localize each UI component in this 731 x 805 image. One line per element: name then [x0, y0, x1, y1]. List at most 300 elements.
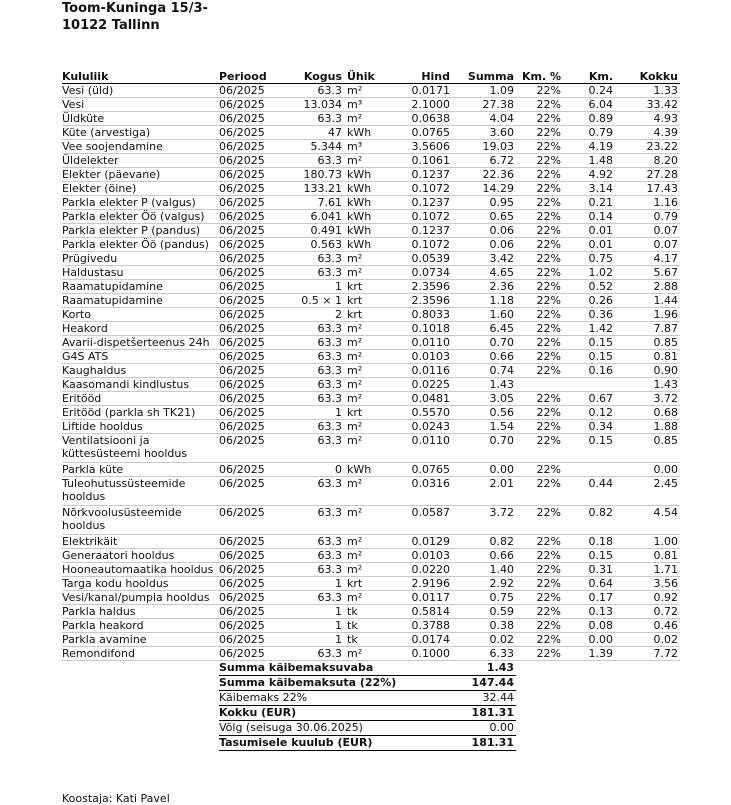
- item-vat-pct: 22%: [516, 406, 563, 420]
- item-price: 0.0225: [380, 378, 452, 392]
- item-vat: 6.04: [563, 98, 615, 112]
- item-vat-pct: [516, 378, 563, 392]
- item-qty: 63.3: [281, 364, 344, 378]
- item-vat-pct: 22%: [516, 535, 563, 549]
- item-vat-pct: 22%: [516, 322, 563, 336]
- item-total: 1.43: [615, 378, 680, 392]
- summary-spacer: [62, 721, 219, 736]
- item-vat-pct: 22%: [516, 633, 563, 647]
- item-vat: 1.02: [563, 266, 615, 280]
- item-vat-pct: 22%: [516, 420, 563, 434]
- summary-spacer: [62, 691, 219, 706]
- table-row: [62, 619, 680, 633]
- item-vat-pct: 22%: [516, 140, 563, 154]
- item-qty: 1: [281, 605, 344, 619]
- table-row: [62, 549, 680, 563]
- item-vat: 1.39: [563, 647, 615, 661]
- item-sum: 4.65: [452, 266, 516, 280]
- item-qty: 63.3: [281, 563, 344, 577]
- item-unit: krt: [344, 406, 380, 420]
- item-sum: 0.00: [452, 463, 516, 477]
- item-vat: 0.75: [563, 252, 615, 266]
- item-total: 0.00: [615, 463, 680, 477]
- item-vat-pct: 22%: [516, 210, 563, 224]
- item-vat: 0.21: [563, 196, 615, 210]
- table-row: [62, 477, 680, 506]
- item-period: 06/2025: [219, 252, 281, 266]
- summary-value: 1.43: [452, 661, 516, 676]
- table-row: [62, 154, 680, 168]
- item-qty: 5.344: [281, 140, 344, 154]
- item-vat: [563, 378, 615, 392]
- item-qty: 63.3: [281, 252, 344, 266]
- item-vat: 0.08: [563, 619, 615, 633]
- item-total: 1.96: [615, 308, 680, 322]
- item-name: Liftide hooldus: [62, 420, 219, 434]
- item-vat-pct: 22%: [516, 350, 563, 364]
- item-qty: 1: [281, 577, 344, 591]
- item-name: Elekter (öine): [62, 182, 219, 196]
- item-vat: 0.01: [563, 224, 615, 238]
- table-row: [62, 506, 680, 535]
- summary-row: [62, 661, 680, 676]
- item-unit: kWh: [344, 126, 380, 140]
- item-period: 06/2025: [219, 406, 281, 420]
- summary-spacer: [62, 736, 219, 751]
- item-period: 06/2025: [219, 210, 281, 224]
- item-period: 06/2025: [219, 563, 281, 577]
- table-header-row: [62, 69, 680, 84]
- item-vat: 4.92: [563, 168, 615, 182]
- item-name: Haldustasu: [62, 266, 219, 280]
- item-unit: m²: [344, 154, 380, 168]
- address-block: [62, 0, 208, 34]
- item-vat: 0.15: [563, 434, 615, 463]
- item-total: 8.20: [615, 154, 680, 168]
- col-header-kokku: Kokku: [615, 69, 680, 84]
- item-vat-pct: 22%: [516, 577, 563, 591]
- summary-tail: [516, 661, 680, 676]
- item-sum: 1.40: [452, 563, 516, 577]
- item-price: 2.1000: [380, 98, 452, 112]
- item-price: 0.0481: [380, 392, 452, 406]
- item-period: 06/2025: [219, 280, 281, 294]
- item-total: 7.72: [615, 647, 680, 661]
- item-vat-pct: 22%: [516, 647, 563, 661]
- item-vat: 0.13: [563, 605, 615, 619]
- item-vat: 0.44: [563, 477, 615, 506]
- item-vat: 1.48: [563, 154, 615, 168]
- item-total: 0.81: [615, 350, 680, 364]
- item-sum: 1.54: [452, 420, 516, 434]
- item-sum: 0.74: [452, 364, 516, 378]
- item-sum: 3.60: [452, 126, 516, 140]
- item-total: 1.33: [615, 84, 680, 98]
- item-sum: 3.42: [452, 252, 516, 266]
- item-vat: [563, 463, 615, 477]
- item-name: Vesi: [62, 98, 219, 112]
- item-total: 2.88: [615, 280, 680, 294]
- item-qty: 63.3: [281, 535, 344, 549]
- item-sum: 2.36: [452, 280, 516, 294]
- item-vat-pct: 22%: [516, 238, 563, 252]
- item-sum: 0.06: [452, 224, 516, 238]
- summary-spacer: [62, 661, 219, 676]
- item-vat: 0.67: [563, 392, 615, 406]
- summary-spacer: [62, 706, 219, 721]
- table-row: [62, 647, 680, 661]
- item-unit: krt: [344, 577, 380, 591]
- item-unit: m²: [344, 84, 380, 98]
- item-total: 27.28: [615, 168, 680, 182]
- item-sum: 0.70: [452, 434, 516, 463]
- item-period: 06/2025: [219, 182, 281, 196]
- item-name: Ventilatsiooni ja küttesüsteemi hooldus: [62, 434, 219, 463]
- item-qty: 2: [281, 308, 344, 322]
- table-row: [62, 168, 680, 182]
- item-total: 1.88: [615, 420, 680, 434]
- item-sum: 0.56: [452, 406, 516, 420]
- item-sum: 0.65: [452, 210, 516, 224]
- item-sum: 2.92: [452, 577, 516, 591]
- item-vat-pct: 22%: [516, 463, 563, 477]
- table-row: [62, 280, 680, 294]
- item-price: 0.5814: [380, 605, 452, 619]
- item-price: 0.8033: [380, 308, 452, 322]
- table-row: [62, 266, 680, 280]
- item-sum: 4.04: [452, 112, 516, 126]
- summary-row: [62, 676, 680, 691]
- item-price: 0.1237: [380, 224, 452, 238]
- item-qty: 47: [281, 126, 344, 140]
- item-qty: 0: [281, 463, 344, 477]
- item-total: 1.71: [615, 563, 680, 577]
- item-total: 0.72: [615, 605, 680, 619]
- item-name: Prügivedu: [62, 252, 219, 266]
- item-unit: m²: [344, 591, 380, 605]
- item-total: 7.87: [615, 322, 680, 336]
- item-price: 0.1072: [380, 182, 452, 196]
- item-vat-pct: 22%: [516, 84, 563, 98]
- item-price: 0.0129: [380, 535, 452, 549]
- col-header-uhik: Ühik: [344, 69, 380, 84]
- item-vat: 0.52: [563, 280, 615, 294]
- table-row: [62, 406, 680, 420]
- item-vat-pct: 22%: [516, 434, 563, 463]
- item-sum: 22.36: [452, 168, 516, 182]
- summary-spacer: [62, 676, 219, 691]
- item-name: Tuleohutussüsteemide hooldus: [62, 477, 219, 506]
- address-line-2: 10122 Tallinn: [62, 18, 160, 33]
- item-unit: kWh: [344, 210, 380, 224]
- item-period: 06/2025: [219, 294, 281, 308]
- item-qty: 6.041: [281, 210, 344, 224]
- item-price: 0.0587: [380, 506, 452, 535]
- item-total: 5.67: [615, 266, 680, 280]
- item-period: 06/2025: [219, 84, 281, 98]
- item-vat-pct: 22%: [516, 549, 563, 563]
- table-row: [62, 112, 680, 126]
- item-period: 06/2025: [219, 647, 281, 661]
- item-period: 06/2025: [219, 238, 281, 252]
- item-total: 4.39: [615, 126, 680, 140]
- summary-label: Summa käibemaksuvaba: [219, 661, 452, 676]
- item-qty: 63.3: [281, 378, 344, 392]
- item-total: 0.07: [615, 224, 680, 238]
- item-total: 0.85: [615, 434, 680, 463]
- item-name: Parkla haldus: [62, 605, 219, 619]
- table-row: [62, 210, 680, 224]
- item-unit: krt: [344, 308, 380, 322]
- item-name: Hooneautomaatika hooldus: [62, 563, 219, 577]
- item-price: 0.0116: [380, 364, 452, 378]
- item-price: 0.0171: [380, 84, 452, 98]
- summary-label: Kokku (EUR): [219, 706, 452, 721]
- item-price: 0.0220: [380, 563, 452, 577]
- summary-row: [62, 736, 680, 751]
- item-qty: 13.034: [281, 98, 344, 112]
- item-vat: 0.26: [563, 294, 615, 308]
- col-header-kululiik: Kululiik: [62, 69, 219, 84]
- item-period: 06/2025: [219, 126, 281, 140]
- item-name: Parkla elekter P (valgus): [62, 196, 219, 210]
- item-vat: 0.31: [563, 563, 615, 577]
- item-name: G4S ATS: [62, 350, 219, 364]
- col-header-hind: Hind: [380, 69, 452, 84]
- item-period: 06/2025: [219, 322, 281, 336]
- item-period: 06/2025: [219, 392, 281, 406]
- table-row: [62, 252, 680, 266]
- item-price: 0.0174: [380, 633, 452, 647]
- summary-label: Käibemaks 22%: [219, 691, 452, 706]
- col-header-periood: Periood: [219, 69, 281, 84]
- summary-label: Summa käibemaksuta (22%): [219, 676, 452, 691]
- item-vat-pct: 22%: [516, 477, 563, 506]
- item-vat-pct: 22%: [516, 154, 563, 168]
- item-sum: 2.01: [452, 477, 516, 506]
- table-row: [62, 84, 680, 98]
- item-name: Kaasomandi kindlustus: [62, 378, 219, 392]
- item-sum: 0.59: [452, 605, 516, 619]
- item-unit: kWh: [344, 182, 380, 196]
- item-name: Raamatupidamine: [62, 280, 219, 294]
- item-period: 06/2025: [219, 378, 281, 392]
- col-header-km-pct: Km. %: [516, 69, 563, 84]
- item-qty: 63.3: [281, 506, 344, 535]
- item-sum: 1.09: [452, 84, 516, 98]
- item-total: 0.92: [615, 591, 680, 605]
- item-unit: m²: [344, 477, 380, 506]
- item-sum: 0.38: [452, 619, 516, 633]
- item-qty: 63.3: [281, 591, 344, 605]
- item-sum: 0.82: [452, 535, 516, 549]
- item-vat: 0.64: [563, 577, 615, 591]
- table-row: [62, 535, 680, 549]
- item-sum: 1.60: [452, 308, 516, 322]
- item-total: 4.54: [615, 506, 680, 535]
- item-vat-pct: 22%: [516, 168, 563, 182]
- item-name: Raamatupidamine: [62, 294, 219, 308]
- item-vat-pct: 22%: [516, 591, 563, 605]
- item-price: 0.1237: [380, 196, 452, 210]
- table-row: [62, 434, 680, 463]
- item-name: Remondifond: [62, 647, 219, 661]
- item-unit: m³: [344, 98, 380, 112]
- item-period: 06/2025: [219, 266, 281, 280]
- item-qty: 63.3: [281, 336, 344, 350]
- item-sum: 27.38: [452, 98, 516, 112]
- item-name: Üldelekter: [62, 154, 219, 168]
- item-unit: m²: [344, 563, 380, 577]
- item-price: 0.5570: [380, 406, 452, 420]
- item-vat: 0.79: [563, 126, 615, 140]
- item-vat: 0.15: [563, 350, 615, 364]
- item-vat-pct: 22%: [516, 126, 563, 140]
- item-name: Parkla heakord: [62, 619, 219, 633]
- table-row: [62, 126, 680, 140]
- bill-rows: [62, 84, 680, 661]
- table-row: [62, 420, 680, 434]
- item-unit: kWh: [344, 168, 380, 182]
- item-unit: kWh: [344, 196, 380, 210]
- item-period: 06/2025: [219, 633, 281, 647]
- item-name: Korto: [62, 308, 219, 322]
- item-total: 3.72: [615, 392, 680, 406]
- item-period: 06/2025: [219, 477, 281, 506]
- item-total: 0.46: [615, 619, 680, 633]
- col-header-summa: Summa: [452, 69, 516, 84]
- item-total: 0.07: [615, 238, 680, 252]
- item-unit: m²: [344, 364, 380, 378]
- item-unit: m²: [344, 252, 380, 266]
- item-vat-pct: 22%: [516, 364, 563, 378]
- item-unit: krt: [344, 294, 380, 308]
- item-price: 0.0103: [380, 549, 452, 563]
- col-header-kogus: Kogus: [281, 69, 344, 84]
- item-total: 33.42: [615, 98, 680, 112]
- item-period: 06/2025: [219, 577, 281, 591]
- item-period: 06/2025: [219, 224, 281, 238]
- item-vat: 4.19: [563, 140, 615, 154]
- item-price: 0.0110: [380, 434, 452, 463]
- table-row: [62, 182, 680, 196]
- item-vat: 0.15: [563, 336, 615, 350]
- table-row: [62, 140, 680, 154]
- item-unit: m²: [344, 112, 380, 126]
- item-unit: m²: [344, 266, 380, 280]
- item-vat: 0.01: [563, 238, 615, 252]
- summary-value: 147.44: [452, 676, 516, 691]
- item-name: Üldküte: [62, 112, 219, 126]
- item-sum: 19.03: [452, 140, 516, 154]
- table-row: [62, 196, 680, 210]
- summary-tail: [516, 676, 680, 691]
- item-sum: 1.43: [452, 378, 516, 392]
- item-total: 0.81: [615, 549, 680, 563]
- item-vat-pct: 22%: [516, 252, 563, 266]
- item-unit: tk: [344, 633, 380, 647]
- item-sum: 6.33: [452, 647, 516, 661]
- item-period: 06/2025: [219, 434, 281, 463]
- item-name: Nõrkvoolusüsteemide hooldus: [62, 506, 219, 535]
- item-unit: m³: [344, 140, 380, 154]
- item-price: 2.3596: [380, 294, 452, 308]
- table-row: [62, 591, 680, 605]
- item-period: 06/2025: [219, 140, 281, 154]
- item-sum: 1.18: [452, 294, 516, 308]
- item-unit: kWh: [344, 463, 380, 477]
- item-vat: 0.82: [563, 506, 615, 535]
- summary-tail: [516, 691, 680, 706]
- item-name: Heakord: [62, 322, 219, 336]
- item-sum: 0.70: [452, 336, 516, 350]
- item-price: 2.9196: [380, 577, 452, 591]
- item-price: 0.3788: [380, 619, 452, 633]
- item-price: 0.1072: [380, 238, 452, 252]
- item-sum: 0.95: [452, 196, 516, 210]
- item-qty: 63.3: [281, 350, 344, 364]
- item-sum: 6.45: [452, 322, 516, 336]
- item-name: Parkla elekter Öö (valgus): [62, 210, 219, 224]
- item-sum: 3.05: [452, 392, 516, 406]
- item-sum: 0.06: [452, 238, 516, 252]
- item-price: 0.1061: [380, 154, 452, 168]
- item-period: 06/2025: [219, 98, 281, 112]
- item-total: 4.93: [615, 112, 680, 126]
- item-qty: 7.61: [281, 196, 344, 210]
- item-total: 0.90: [615, 364, 680, 378]
- item-price: 0.1018: [380, 322, 452, 336]
- item-vat-pct: 22%: [516, 392, 563, 406]
- item-unit: m²: [344, 322, 380, 336]
- item-vat-pct: 22%: [516, 224, 563, 238]
- item-qty: 63.3: [281, 266, 344, 280]
- summary-tail: [516, 706, 680, 721]
- item-price: 0.0243: [380, 420, 452, 434]
- item-qty: 63.3: [281, 420, 344, 434]
- table-row: [62, 605, 680, 619]
- item-total: 1.44: [615, 294, 680, 308]
- item-price: 0.0316: [380, 477, 452, 506]
- item-period: 06/2025: [219, 549, 281, 563]
- item-vat: 0.17: [563, 591, 615, 605]
- item-name: Elekter (päevane): [62, 168, 219, 182]
- item-sum: 6.72: [452, 154, 516, 168]
- item-price: 0.0110: [380, 336, 452, 350]
- item-name: Parkla avamine: [62, 633, 219, 647]
- item-total: 23.22: [615, 140, 680, 154]
- table-row: [62, 378, 680, 392]
- item-qty: 63.3: [281, 322, 344, 336]
- item-sum: 0.02: [452, 633, 516, 647]
- item-qty: 63.3: [281, 434, 344, 463]
- item-qty: 63.3: [281, 647, 344, 661]
- item-period: 06/2025: [219, 308, 281, 322]
- item-total: 17.43: [615, 182, 680, 196]
- item-price: 0.0539: [380, 252, 452, 266]
- item-total: 1.16: [615, 196, 680, 210]
- item-unit: m²: [344, 378, 380, 392]
- item-period: 06/2025: [219, 112, 281, 126]
- summary-row: [62, 721, 680, 736]
- item-vat-pct: 22%: [516, 506, 563, 535]
- summary-value: 181.31: [452, 706, 516, 721]
- item-vat: 0.16: [563, 364, 615, 378]
- item-unit: m²: [344, 434, 380, 463]
- item-name: Eritööd: [62, 392, 219, 406]
- summary-row: [62, 691, 680, 706]
- summary-row: [62, 706, 680, 721]
